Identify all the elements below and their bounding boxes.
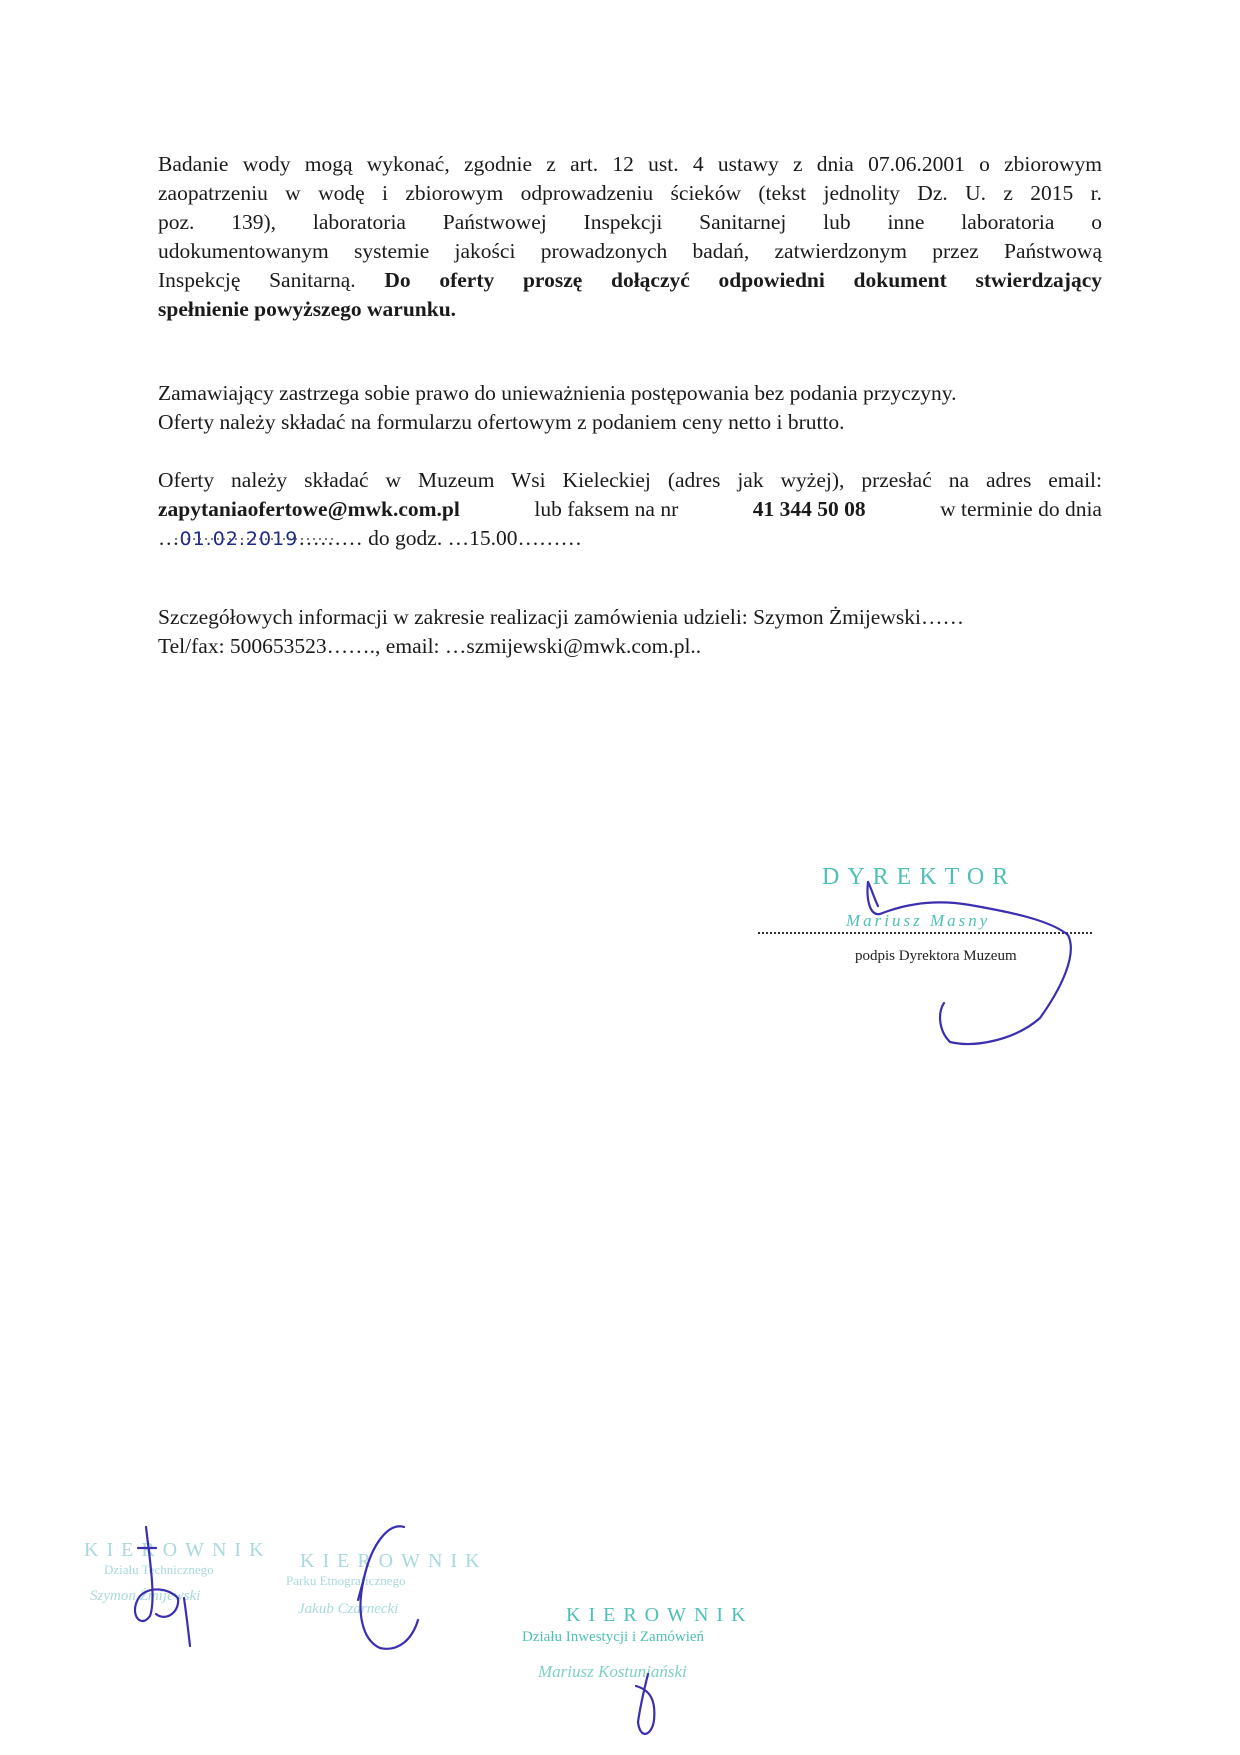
stamp-technical <box>84 1539 284 1605</box>
paragraph-line: Badanie wody mogą wykonać, zgodnie z art. 12 ust. 4 ustawy z dnia 07.06.2001 o zbiorowym <box>158 152 1102 176</box>
stamp-name: Szymon Żmijewski <box>90 1588 201 1604</box>
dotted-fill: ……… <box>298 526 363 550</box>
stamp-name: Jakub Czarnecki <box>298 1601 399 1617</box>
paragraph-text: lub faksem na nr <box>534 497 679 521</box>
director-stamp-title: DYREKTOR <box>822 864 1017 890</box>
paragraph-line: udokumentowanym systemie jakości prowadzonych badań, zatwierdzonym przez Państwową <box>158 239 1102 263</box>
stamp-investments <box>522 1604 782 1682</box>
emphasis-text: Do oferty proszę dołączyć odpowiedni dokument stwierdzający <box>384 268 1103 292</box>
paragraph-text: w terminie do dnia <box>940 497 1102 521</box>
signature-caption: podpis Dyrektora Muzeum <box>855 948 1017 964</box>
stamp-park <box>286 1550 486 1618</box>
signature-line <box>758 932 1092 934</box>
paragraph-reservation <box>158 379 1102 437</box>
paragraph-line: poz. 139), laboratoria Państwowej Inspekcji Sanitarnej lub inne laboratoria o <box>158 210 1102 234</box>
stamp-department: Działu Technicznego <box>104 1562 214 1577</box>
paragraph-water-testing <box>158 150 1102 324</box>
deadline-time: do godz. …15.00……… <box>368 526 582 550</box>
paragraph-line: Zamawiający zastrzega sobie prawo do unieważnienia postępowania bez podania przyczyny. <box>158 381 957 405</box>
paragraph-line: Szczegółowych informacji w zakresie realizacji zamówienia udzieli: Szymon Żmijewski…… <box>158 605 964 629</box>
director-stamp-name: Mariusz Masny <box>846 911 991 930</box>
paragraph-text: Inspekcję Sanitarną. <box>158 268 356 292</box>
emphasis-text: spełnienie powyższego warunku. <box>158 297 457 321</box>
stamp-title: KIEROWNIK <box>300 1550 488 1572</box>
paragraph-submission <box>158 466 1102 554</box>
stamp-title: KIEROWNIK <box>566 1604 754 1626</box>
stamp-title: KIEROWNIK <box>84 1539 272 1561</box>
paragraph-line: zaopatrzeniu w wodę i zbiorowym odprowadzeniu ścieków (tekst jednolity Dz. U. z 2015 r. <box>158 181 1102 205</box>
paragraph-line <box>158 495 1102 524</box>
fax-number: 41 344 50 08 <box>752 497 866 521</box>
email-address: zapytaniaofertowe@mwk.com.pl <box>158 497 460 521</box>
signature-investments <box>636 1674 654 1734</box>
dotted-fill: … <box>158 526 180 550</box>
stamp-name: Mariusz Kostuniański <box>538 1662 687 1681</box>
paragraph-line: Oferty należy składać na formularzu ofertowym z podaniem ceny netto i brutto. <box>158 410 845 434</box>
stamp-department: Działu Inwestycji i Zamówień <box>522 1629 705 1645</box>
paragraph-line: Tel/fax: 500653523……., email: …szmijewski@mwk.com.pl.. <box>158 634 702 658</box>
paragraph-line <box>158 266 1102 295</box>
paragraph-line <box>158 524 1102 554</box>
paragraph-line: Oferty należy składać w Muzeum Wsi Kieleckiej (adres jak wyżej), przesłać na adres email: <box>158 468 1102 492</box>
handwritten-date: 01.02.2019 <box>179 528 299 550</box>
paragraph-contact <box>158 603 1102 661</box>
stamp-department: Parku Etnograficznego <box>286 1573 406 1588</box>
